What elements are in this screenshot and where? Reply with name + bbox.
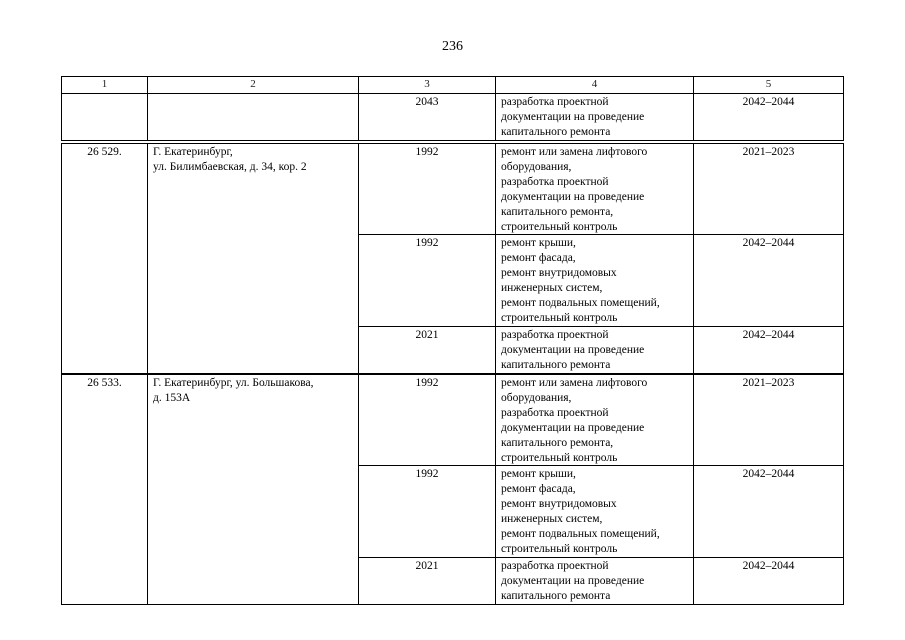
works-line: ремонт крыши, <box>501 237 576 250</box>
works-line: документации на проведение <box>501 343 645 356</box>
works-line: капитального ремонта, <box>501 436 614 449</box>
works-line: ремонт крыши, <box>501 468 576 481</box>
works-line: ремонт подвальных помещений, <box>501 528 660 541</box>
works-line: оборудования, <box>501 391 572 404</box>
works-line: инженерных систем, <box>501 513 603 526</box>
header-col-4: 4 <box>496 77 694 94</box>
cell-year: 1992 <box>359 466 496 557</box>
cell-year: 2021 <box>359 326 496 373</box>
cell-works <box>496 375 694 466</box>
cell-works <box>496 94 694 141</box>
works-line: разработка проектной <box>501 175 609 188</box>
works-line: разработка проектной <box>501 96 609 108</box>
works-line: капитального ремонта <box>501 358 611 371</box>
cell-year: 1992 <box>359 375 496 466</box>
works-line: разработка проектной <box>501 328 609 341</box>
works-line: ремонт внутридомовых <box>501 267 617 280</box>
cell-year: 1992 <box>359 235 496 326</box>
cell-period: 2021–2023 <box>694 375 844 466</box>
cell-works <box>496 557 694 604</box>
address-line: Г. Екатеринбург, <box>153 146 233 158</box>
cell-period: 2042–2044 <box>694 235 844 326</box>
cell-works <box>496 235 694 326</box>
table-segment-object-1 <box>61 143 844 374</box>
works-line: ремонт внутридомовых <box>501 498 617 511</box>
works-line: капитального ремонта <box>501 125 611 138</box>
address-line: ул. Билимбаевская, д. 34, кор. 2 <box>153 160 307 173</box>
cell-works <box>496 144 694 235</box>
works-line: ремонт или замена лифтового <box>501 146 648 158</box>
cell-address <box>148 375 359 605</box>
works-line: инженерных систем, <box>501 282 603 295</box>
header-col-5: 5 <box>694 77 844 94</box>
cell-address <box>148 94 359 141</box>
works-line: строительный контроль <box>501 542 618 555</box>
address-line: Г. Екатеринбург, ул. Большакова, <box>153 377 314 389</box>
cell-year: 1992 <box>359 144 496 235</box>
works-line: документации на проведение <box>501 574 645 587</box>
cell-number: 26 529. <box>62 144 148 374</box>
works-line: капитального ремонта, <box>501 205 614 218</box>
cell-year: 2021 <box>359 557 496 604</box>
works-line: документации на проведение <box>501 421 645 434</box>
works-line: ремонт фасада, <box>501 252 576 265</box>
works-line: разработка проектной <box>501 559 609 572</box>
works-line: строительный контроль <box>501 220 618 233</box>
table-header-row <box>62 77 844 94</box>
cell-works <box>496 326 694 373</box>
table-segment-object-2 <box>61 374 844 605</box>
header-col-1: 1 <box>62 77 148 94</box>
cell-period: 2042–2044 <box>694 94 844 141</box>
works-line: ремонт подвальных помещений, <box>501 297 660 310</box>
works-line: оборудования, <box>501 160 572 173</box>
page-number: 236 <box>442 39 463 54</box>
works-line: документации на проведение <box>501 110 645 123</box>
works-line: документации на проведение <box>501 190 645 203</box>
header-col-3: 3 <box>359 77 496 94</box>
cell-address <box>148 144 359 374</box>
address-line: д. 153А <box>153 391 191 404</box>
cell-year: 2043 <box>359 94 496 141</box>
cell-period: 2042–2044 <box>694 466 844 557</box>
works-line: строительный контроль <box>501 451 618 464</box>
cell-number <box>62 94 148 141</box>
table-row <box>62 144 844 235</box>
cell-works <box>496 466 694 557</box>
cell-number: 26 533. <box>62 375 148 605</box>
cell-period: 2021–2023 <box>694 144 844 235</box>
works-line: разработка проектной <box>501 406 609 419</box>
works-line: строительный контроль <box>501 311 618 324</box>
cell-period: 2042–2044 <box>694 326 844 373</box>
table-segment-continuation <box>61 76 844 141</box>
table-row <box>62 94 844 141</box>
works-line: капитального ремонта <box>501 589 611 602</box>
header-col-2: 2 <box>148 77 359 94</box>
table-row <box>62 375 844 466</box>
cell-period: 2042–2044 <box>694 557 844 604</box>
works-line: ремонт фасада, <box>501 483 576 496</box>
works-line: ремонт или замена лифтового <box>501 377 648 389</box>
